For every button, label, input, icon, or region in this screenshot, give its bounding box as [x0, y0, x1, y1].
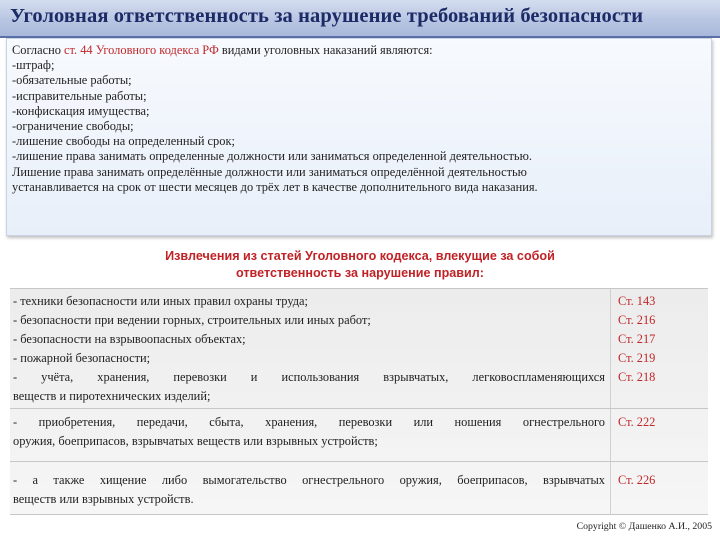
article-ref: Ст. 216 [618, 313, 656, 327]
violation-item: - техники безопасности или иных правил охраны труда; [13, 294, 308, 308]
row-divider [10, 461, 708, 462]
intro-line [12, 43, 705, 58]
extract-heading-line: Извлечения из статей Уголовного кодекса, влекущие за собой [165, 249, 555, 263]
penalty-item: -конфискация имущества; [12, 103, 150, 118]
penalty-item: -ограничение свободы; [12, 119, 134, 134]
article-ref: Ст. 218 [618, 370, 656, 384]
penalty-item: -обязательные работы; [12, 73, 132, 88]
penalties-info-box [6, 38, 712, 236]
table-row [13, 413, 605, 451]
penalty-item: -исправительные работы; [12, 88, 147, 103]
slide-title: Уголовная ответственность за нарушение требований безопасности [10, 5, 644, 27]
violation-item: - учёта, хранения, перевозки и использования взрывчатых, легковоспламеняющихся [13, 370, 605, 384]
article-ref: Ст. 143 [618, 294, 656, 308]
column-divider [610, 289, 611, 514]
note-line: устанавливается на срок от шести месяцев до трёх лет в качестве дополнительного вида наказания. [12, 179, 538, 194]
row-divider [10, 408, 708, 409]
extract-heading-line: ответственность за нарушение правил: [236, 266, 484, 280]
penalty-item: -лишение права занимать определенные должности или заниматься определенной деятельностью. [12, 149, 532, 164]
article-column [618, 471, 708, 490]
violation-item: - приобретения, передачи, сбыта, хранения, перевозки или ношения огнестрельного [13, 415, 605, 429]
extract-heading [100, 248, 620, 282]
intro-post: видами уголовных наказаний являются: [218, 43, 433, 57]
table-row [13, 292, 605, 406]
article-column [618, 413, 708, 432]
violation-item-cont: веществ и пиротехнических изделий; [13, 389, 211, 403]
article-ref: Ст. 222 [618, 415, 656, 429]
violation-item-cont: веществ или взрывных устройств. [13, 492, 194, 506]
violations-table [10, 288, 708, 515]
article-ref: Ст. 217 [618, 332, 656, 346]
violation-item: - безопасности на взрывоопасных объектах; [13, 332, 246, 346]
violation-item: - безопасности при ведении горных, строительных или иных работ; [13, 313, 371, 327]
table-row [13, 471, 605, 509]
article-ref: Ст. 226 [618, 473, 656, 487]
violation-item: - а также хищение либо вымогательство огнестрельного оружия, боеприпасов, взрывчатых [13, 473, 605, 487]
violation-item: - пожарной безопасности; [13, 351, 151, 365]
title-bar [0, 0, 720, 38]
article-column [618, 292, 708, 387]
intro-pre: Согласно [12, 43, 65, 57]
criminal-code-reference: ст. 44 Уголовного кодекса РФ [64, 43, 219, 57]
note-line: Лишение права занимать определённые должности или заниматься определённой деятельностью [12, 164, 527, 179]
penalty-item: -лишение свободы на определенный срок; [12, 134, 235, 149]
article-ref: Ст. 219 [618, 351, 656, 365]
violation-item-cont: оружия, боеприпасов, взрывчатых веществ или взрывных устройств; [13, 434, 378, 448]
copyright-text: Copyright © Дашенко А.И., 2005 [576, 521, 712, 532]
penalty-item: -штраф; [12, 58, 55, 73]
